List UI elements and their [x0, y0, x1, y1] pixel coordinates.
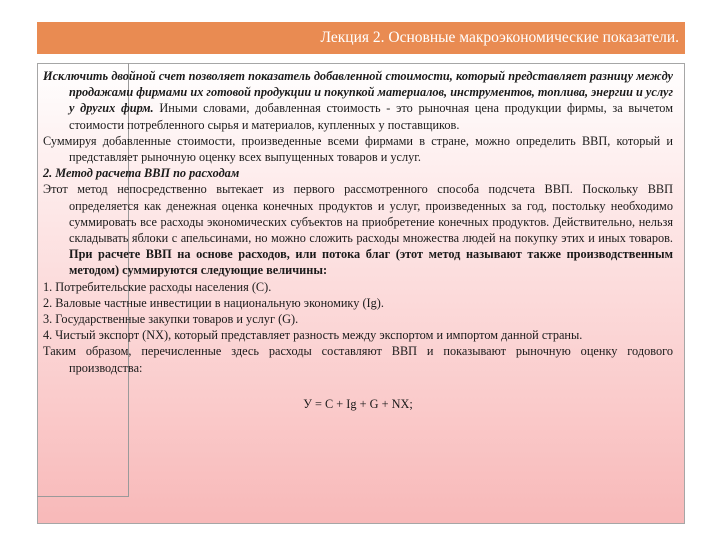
paragraph-conclusion: Таким образом, перечисленные здесь расходы составляют ВВП и показывают рыночную оценку годового производства: — [43, 344, 673, 375]
list-item: 1. Потребительские расходы населения (С). — [43, 279, 272, 294]
expenditure-method-emphasis: При расчете ВВП на основе расходов, или потока благ (этот метод называют также производственным методом) суммируются следующие величины: — [69, 247, 673, 278]
decorative-horizontal-line — [37, 496, 129, 497]
section-heading-expenditure-method: 2. Метод расчета ВВП по расходам — [43, 166, 240, 181]
list-item: 3. Государственные закупки товаров и услуг (G). — [43, 312, 299, 327]
paragraph-gdp-sum: Суммируя добавленные стоимости, произведенные всеми фирмами в стране, можно определить ВВП, который и представляет рыночную оценку всех выпущенных товаров и услуг. — [43, 133, 673, 165]
list-item: 4. Чистый экспорт (NX), который представляет разность между экспортом и импортом данной страны. — [43, 328, 583, 343]
expenditure-method-text: Этот метод непосредственно вытекает из первого рассмотренного способа подсчета ВВП. Поскольку ВВП определяется как денежная оценка конечных продуктов и услуг, произведенных за год, постольку необходимо суммировать все расходы экономических субъектов на приобретение конечных продуктов. Действительно, нельзя складывать яблоки с апельсинами, но можно сложить расходы множества людей на покупку этих и иных товаров. — [43, 182, 673, 246]
slide-title: Лекция 2. Основные макроэкономические показатели. — [37, 22, 685, 54]
paragraph-value-added — [43, 68, 673, 133]
value-added-definition: Исключить двойной счет позволяет показатель добавленной стоимости, который представляет разницу между продажами фирмами их готовой продукции и покупкой материалов, инструментов, топлива, энергии и услуг у других фирм. — [43, 69, 673, 116]
gdp-formula: У = С + Ig + G + NX; — [303, 396, 413, 411]
list-item: 2. Валовые частные инвестиции в национальную экономику (Ig). — [43, 295, 384, 310]
paragraph-expenditure-method — [43, 181, 673, 278]
slide-body — [43, 68, 673, 412]
value-added-explanation: Иными словами, добавленная стоимость - это рыночная цена продукции фирмы, за вычетом стоимости потребленного сырья и материалов, купленных у поставщиков. — [69, 101, 673, 132]
